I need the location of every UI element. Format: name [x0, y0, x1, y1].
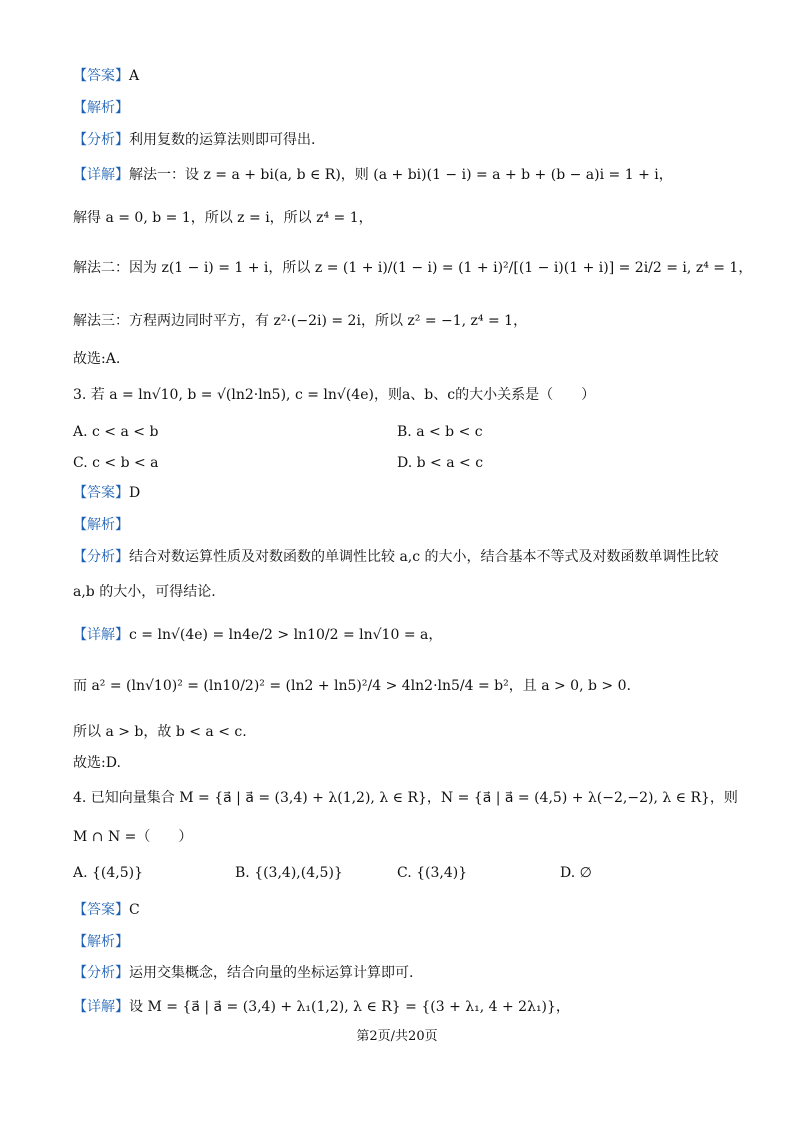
text-line: 故选:D. — [73, 755, 121, 771]
answer-line: 【答案】C — [73, 902, 140, 918]
text-line: 而 a² = (ln√10)² = (ln10/2)² = (ln2 + ln5)²/4 > 4ln2·ln5/4 = b²，且 a > 0, b > 0. — [73, 678, 631, 694]
q4-option-d: D. ∅ — [560, 865, 592, 881]
analysis-line: 【分析】利用复数的运算法则即可得出. — [73, 132, 316, 148]
text-line: 解法三：方程两边同时平方，有 z²·(−2i) = 2i，所以 z² = −1, z⁴ = 1， — [73, 313, 528, 329]
text-line: 解得 a = 0, b = 1，所以 z = i，所以 z⁴ = 1， — [73, 210, 373, 226]
analysis-heading: 【解析】 — [73, 934, 129, 950]
q3-option-a: A. c < a < b — [73, 424, 159, 440]
analysis-heading: 【解析】 — [73, 517, 129, 533]
question-4: 4. 已知向量集合 M = {a⃗ | a⃗ = (3,4) + λ(1,2), λ ∈ R}，N = {a⃗ | a⃗ = (4,5) + λ(−2,−2), λ ∈ R}，则 — [73, 790, 738, 806]
text-line: 解法二：因为 z(1 − i) = 1 + i，所以 z = (1 + i)/(1 − i) = (1 + i)²/[(1 − i)(1 + i)] = 2i/2 = i, z⁴ = 1， — [73, 260, 753, 276]
q4-option-c: C. {(3,4)} — [397, 865, 468, 881]
analysis-line: 【分析】结合对数运算性质及对数函数的单调性比较 a,c 的大小，结合基本不等式及对数函数单调性比较 — [73, 549, 719, 565]
analysis-line: 【分析】运用交集概念，结合向量的坐标运算计算即可. — [73, 965, 414, 981]
detail-line: 【详解】解法一：设 z = a + bi(a, b ∈ R)，则 (a + bi)(1 − i) = a + b + (b − a)i = 1 + i， — [73, 167, 673, 183]
q3-option-b: B. a < b < c — [397, 424, 483, 440]
text-line: 故选:A. — [73, 351, 121, 367]
q4-option-b: B. {(3,4),(4,5)} — [235, 865, 343, 881]
text-line: 所以 a > b，故 b < a < c. — [73, 724, 247, 740]
answer-line: 【答案】D — [73, 485, 141, 501]
text-line: M ∩ N =（ ） — [73, 829, 193, 845]
q3-option-d: D. b < a < c — [397, 455, 484, 471]
detail-line: 【详解】c = ln√(4e) = ln4e/2 > ln10/2 = ln√10 = a， — [73, 627, 443, 643]
q3-option-c: C. c < b < a — [73, 455, 159, 471]
q4-option-a: A. {(4,5)} — [73, 865, 144, 881]
page-footer: 第2页/共20页 — [356, 1029, 438, 1044]
text-line: a,b 的大小，可得结论. — [73, 584, 216, 600]
detail-line: 【详解】设 M = {a⃗ | a⃗ = (3,4) + λ₁(1,2), λ ∈ R} = {(3 + λ₁, 4 + 2λ₁)}， — [73, 999, 570, 1015]
answer-line: 【答案】A — [73, 68, 140, 84]
question-3: 3. 若 a = ln√10, b = √(ln2·ln5), c = ln√(4e)，则a、b、c的大小关系是（ ） — [73, 387, 596, 403]
analysis-heading: 【解析】 — [73, 100, 129, 116]
